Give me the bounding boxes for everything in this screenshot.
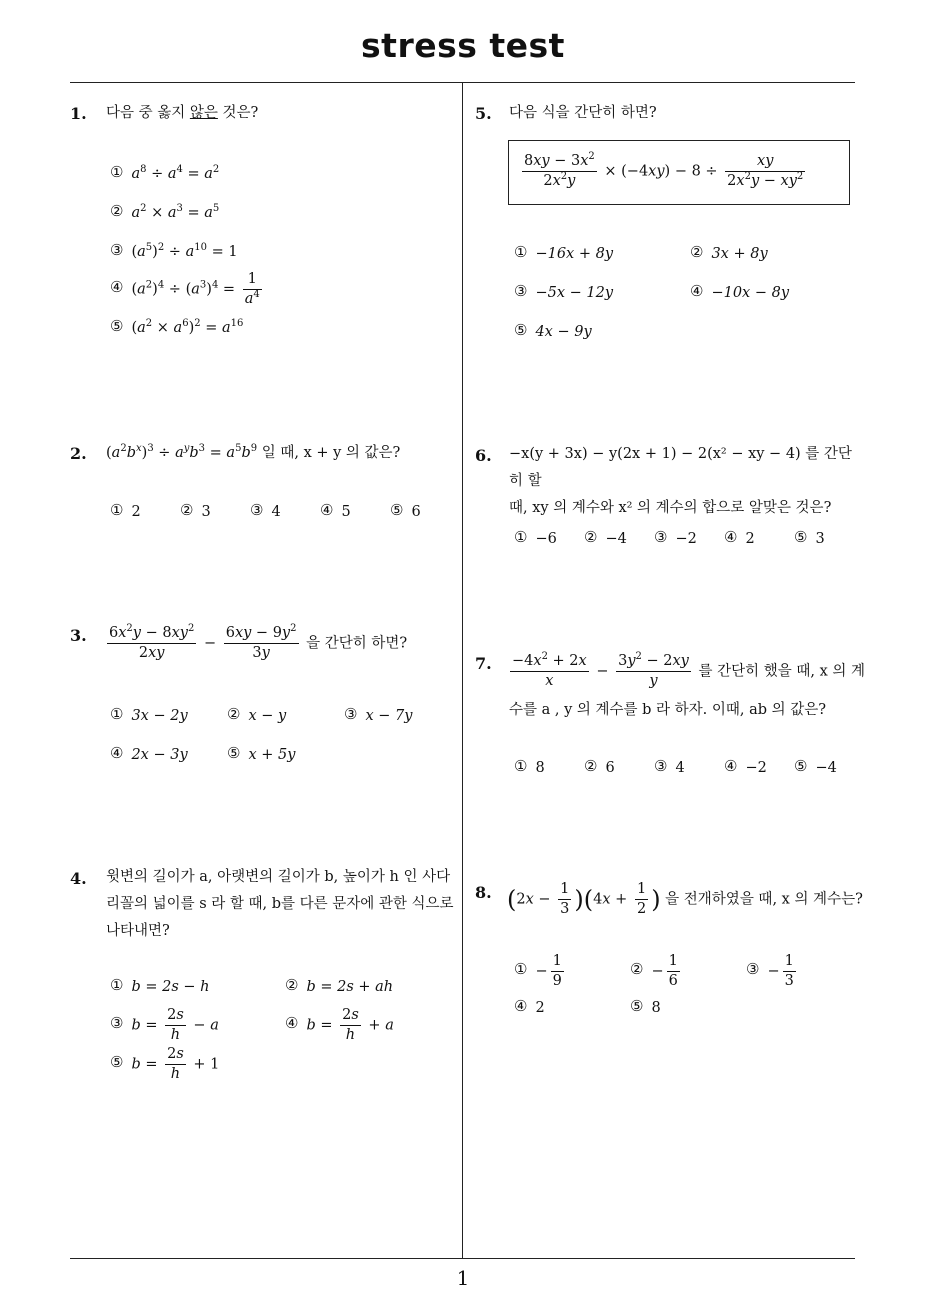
q1-option-2[interactable]: ② $a^2 \times a^3 = a^5$ <box>110 201 220 221</box>
option-marker: ⑤ <box>630 996 644 1015</box>
q4-text-line-3: 나타내면? <box>106 923 170 939</box>
q2-option-1[interactable] <box>110 502 141 522</box>
q2-option-5[interactable] <box>390 502 421 522</box>
column-divider <box>462 83 463 1258</box>
q8-option-3[interactable]: ③ − $\frac{1}{3}$ <box>746 953 794 989</box>
q2-option-2-value: 3 <box>201 504 211 520</box>
q2-option-5-value: 6 <box>411 504 421 520</box>
q5-option-5[interactable] <box>514 322 592 342</box>
q7-option-4[interactable] <box>724 758 767 778</box>
option-marker: ⑤ <box>110 1053 124 1071</box>
q6-option-5[interactable] <box>794 529 825 549</box>
question-5-text: 다음 식을 간단히 하면? <box>509 105 657 121</box>
option-marker: ⑤ <box>390 500 404 519</box>
q2-option-3-value: 4 <box>271 504 281 520</box>
q2-option-2[interactable] <box>180 502 211 522</box>
q8-option-5-value: 8 <box>651 1000 661 1016</box>
q1-text-pre: 다음 중 옳지 <box>106 105 186 121</box>
q7-option-4-value: −2 <box>745 760 767 776</box>
question-2-number: 2. <box>70 444 87 463</box>
q8-option-4[interactable] <box>514 998 545 1018</box>
option-marker: ③ <box>110 240 124 259</box>
option-marker: ⑤ <box>227 743 241 762</box>
question-4-text <box>106 864 458 945</box>
option-marker: ② <box>180 500 194 519</box>
option-marker: ② <box>285 975 299 994</box>
q5-option-3[interactable] <box>514 283 613 303</box>
option-marker: ③ <box>746 960 760 978</box>
q2-option-4[interactable] <box>320 502 351 522</box>
q4-option-3[interactable]: ③ b = $\frac{2s}{h}$ − a <box>110 1007 219 1043</box>
q4-option-1[interactable] <box>110 977 209 997</box>
option-marker: ④ <box>724 527 738 546</box>
q5-option-4[interactable] <box>690 283 789 303</box>
option-marker: ④ <box>285 1014 299 1032</box>
option-marker: ③ <box>654 756 668 775</box>
q7-option-2[interactable] <box>584 758 615 778</box>
q8-option-4-value: 2 <box>535 1000 545 1016</box>
q2-option-4-value: 5 <box>341 504 351 520</box>
q7-option-3[interactable] <box>654 758 685 778</box>
option-marker: ① <box>110 975 124 994</box>
option-marker: ② <box>584 756 598 775</box>
option-marker: ② <box>110 201 124 220</box>
q3-option-1-value: 3x − 2y <box>131 708 188 724</box>
q7-option-3-value: 4 <box>675 760 685 776</box>
q6-text-line-2: 때, xy 의 계수와 x² 의 계수의 합으로 알맞은 것은? <box>509 500 832 516</box>
page-title: stress test <box>361 26 565 65</box>
question-7-number: 7. <box>475 654 492 673</box>
question-5-number: 5. <box>475 104 492 123</box>
option-marker: ④ <box>110 278 124 296</box>
q7-suffix: 를 간단히 했을 때, x 의 계 <box>698 663 865 680</box>
question-8-text: (2x − $\frac{1}{3}$ )(4x + $\frac{1}{2}$ ) 을 전개하였을 때, x 의 계수는? <box>507 881 863 917</box>
q3-option-4-value: 2x − 3y <box>131 747 188 763</box>
option-marker: ① <box>110 162 124 181</box>
q5-option-2-value: 3x + 8y <box>711 246 768 262</box>
q6-option-1-value: −6 <box>535 531 557 547</box>
q3-option-3[interactable] <box>344 706 412 726</box>
option-marker: ⑤ <box>514 320 528 339</box>
q6-option-2[interactable] <box>584 529 627 549</box>
option-marker: ① <box>514 960 528 978</box>
q3-option-1[interactable] <box>110 706 188 726</box>
q4-text-line-1: 윗변의 길이가 a, 아랫변의 길이가 b, 높이가 h 인 사다 <box>106 869 451 885</box>
q1-option-1[interactable]: ① $a^8 \div a^4 = a^2$ <box>110 162 220 182</box>
option-marker: ① <box>110 500 124 519</box>
option-marker: ⑤ <box>110 316 124 335</box>
q6-option-5-value: 3 <box>815 531 825 547</box>
q8-option-2[interactable]: ② − $\frac{1}{6}$ <box>630 953 678 989</box>
q7-text-line-2: 수를 a , y 의 계수를 b 라 하자. 이때, ab 의 값은? <box>509 702 827 718</box>
option-marker: ④ <box>724 756 738 775</box>
q4-option-2[interactable] <box>285 977 393 997</box>
q6-text-line-1: −x(y + 3x) − y(2x + 1) − 2(x² − xy − 4) 를 간단히 할 <box>509 446 852 489</box>
question-6-text <box>509 441 861 522</box>
q5-option-5-value: 4x − 9y <box>535 324 592 340</box>
q7-option-1[interactable] <box>514 758 545 778</box>
question-6-number: 6. <box>475 446 492 465</box>
question-3-number: 3. <box>70 626 87 645</box>
option-marker: ④ <box>690 281 704 300</box>
q3-option-5[interactable] <box>227 745 295 765</box>
q3-option-2[interactable] <box>227 706 286 726</box>
option-marker: ③ <box>654 527 668 546</box>
q3-option-5-value: x + 5y <box>248 747 296 763</box>
q8-suffix: 을 전개하였을 때, x 의 계수는? <box>665 891 863 908</box>
q6-option-2-value: −4 <box>605 531 627 547</box>
option-marker: ③ <box>344 704 358 723</box>
q5-option-3-value: −5x − 12y <box>535 285 614 301</box>
q7-option-5-value: −4 <box>815 760 837 776</box>
q2-suffix: 일 때, x + y 의 값은? <box>261 445 401 461</box>
option-marker: ⑤ <box>794 756 808 775</box>
q1-text-post: 것은? <box>222 105 259 121</box>
q4-option-4[interactable]: ④ b = $\frac{2s}{h}$ + a <box>285 1007 394 1043</box>
option-marker: ④ <box>110 743 124 762</box>
q1-option-5[interactable]: ⑤ $(a^2 \times a^6)^2 = a^{16}$ <box>110 316 244 336</box>
q4-option-2-value: b = 2s + ah <box>306 979 394 995</box>
q4-option-1-value: b = 2s − h <box>131 979 210 995</box>
page-number: 1 <box>456 1266 470 1290</box>
q3-suffix: 을 간단히 하면? <box>306 635 408 652</box>
q3-option-2-value: x − y <box>248 708 287 724</box>
q5-expression-box <box>508 140 850 205</box>
q6-option-4[interactable] <box>724 529 755 549</box>
option-marker: ④ <box>320 500 334 519</box>
q5-option-2[interactable] <box>690 244 768 264</box>
option-marker: ① <box>110 704 124 723</box>
q6-option-1[interactable] <box>514 529 557 549</box>
q2-option-1-value: 2 <box>131 504 141 520</box>
q1-text-underlined: 않은 <box>189 105 218 121</box>
q6-option-4-value: 2 <box>745 531 755 547</box>
option-marker: ⑤ <box>794 527 808 546</box>
question-4-number: 4. <box>70 869 87 888</box>
q6-option-3-value: −2 <box>675 531 697 547</box>
option-marker: ③ <box>250 500 264 519</box>
q7-option-1-value: 8 <box>535 760 545 776</box>
option-marker: ② <box>584 527 598 546</box>
question-8-number: 8. <box>475 883 492 902</box>
question-1-number: 1. <box>70 104 87 123</box>
q8-option-5[interactable] <box>630 998 661 1018</box>
q5-option-1[interactable] <box>514 244 613 264</box>
option-marker: ④ <box>514 996 528 1015</box>
option-marker: ① <box>514 242 528 261</box>
bottom-rule <box>70 1258 855 1259</box>
option-marker: ② <box>630 960 644 978</box>
option-marker: ③ <box>514 281 528 300</box>
question-3-text: $\frac{6x^2y - 8xy^2}{2xy}$ − $\frac{6xy - 9y^2}{3y}$ 을 간단히 하면? <box>109 623 408 661</box>
q2-option-3[interactable] <box>250 502 281 522</box>
q1-option-3[interactable]: ③ $(a^5)^2 \div a^{10} = 1$ <box>110 240 238 260</box>
q7-option-5[interactable] <box>794 758 837 778</box>
option-marker: ② <box>690 242 704 261</box>
q7-option-2-value: 6 <box>605 760 615 776</box>
q4-option-5[interactable]: ⑤ b = $\frac{2s}{h}$ + 1 <box>110 1046 220 1082</box>
q6-option-3[interactable] <box>654 529 697 549</box>
option-marker: ① <box>514 756 528 775</box>
q4-text-line-2: 리꼴의 넓이를 s 라 할 때, b를 다른 문자에 관한 식으로 <box>106 896 454 912</box>
q5-option-1-value: −16x + 8y <box>535 246 614 262</box>
question-7-text: $\frac{-4x^2 + 2x}{x}$ − $\frac{3y^2 - 2xy}{y}$ 를 간단히 했을 때, x 의 계 <box>512 651 865 689</box>
option-marker: ② <box>227 704 241 723</box>
q1-option-4[interactable]: ④ $(a^2)^4 \div (a^3)^4$ = $\frac{1}{a^4}$ <box>110 271 260 307</box>
q3-option-4[interactable] <box>110 745 188 765</box>
q5-expression: $\frac{8xy - 3x^2}{2x^2y}$ × (−4xy) − 8 ÷ $\frac{xy}{2x^2y - xy^2}$ <box>524 151 804 189</box>
question-2-text: $(a^2b^x)^3 \div a^yb^3 = a^5b^9$ 일 때, x + y 의 값은? <box>106 443 401 461</box>
option-marker: ③ <box>110 1014 124 1032</box>
q8-option-1[interactable]: ① − $\frac{1}{9}$ <box>514 953 562 989</box>
option-marker: ① <box>514 527 528 546</box>
question-1-text <box>106 100 258 127</box>
q5-option-4-value: −10x − 8y <box>711 285 790 301</box>
q3-option-3-value: x − 7y <box>365 708 413 724</box>
